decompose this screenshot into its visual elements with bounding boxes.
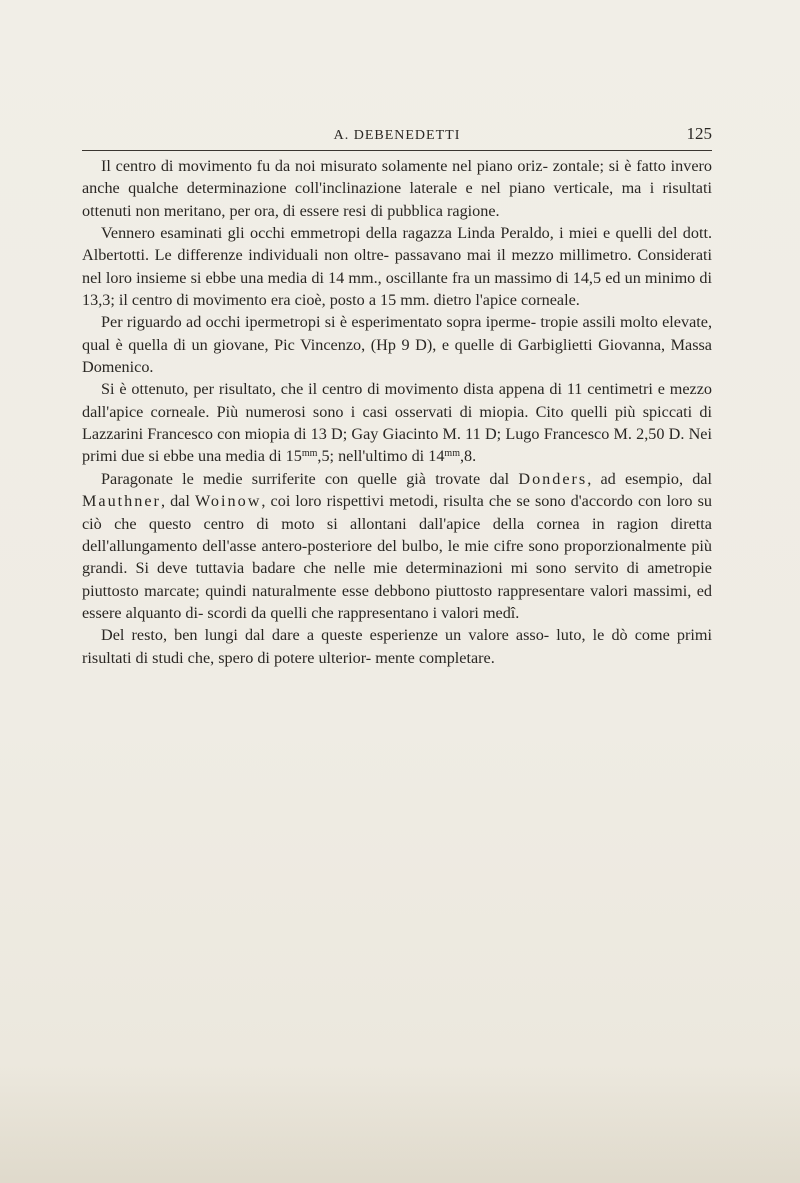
author-name-mauthner: Mauthner [82,492,161,511]
paragraph-1: Il centro di movimento fu da noi misurato solamente nel piano oriz- zontale; si è fatto invero anche qualche determinazione coll'inclinazione laterale e nel piano verticale, ma i risultati ottenuti non meritano, per ora, di essere resi di pubblica ragione. [82,157,712,220]
paragraph-4-text-a: Si è ottenuto, per risultato, che il centro di movimento dista appena di 11 centimetri e mezzo dall'apice corneale. Più numerosi sono i casi osservati di miopia. Cito quelli più spiccati di Lazzarini Francesco con miopia di 13 D; Gay Giacinto M. 11 D; Lugo Francesco M. 2,50 D. Nei primi due si ebbe una media di 15 [82,380,712,466]
author-name-donders: Donders [518,469,588,488]
paper-stain [0,1063,800,1183]
paragraph-5 [82,468,712,624]
page-number: 125 [686,124,712,143]
running-head-author: A. DEBENEDETTI [333,128,461,143]
unit-superscript-mm: mm [301,448,318,460]
paragraph-5-text-d: , coi loro rispettivi metodi, risulta che se sono d'accordo con loro su ciò che questo centro di moto si allontani dall'apice della cornea in ragion diretta dell'allungamento dell'asse antero-posteriore del bulbo, le mie cifre sono proporzionalmente più grandi. Si deve tuttavia badare che nelle mie determinazioni mi sono servito di ametropie piuttosto marcate; quindi naturalmente esse debbono piuttosto rappresentare valori massimi, ed essere alquanto di- scordi da quelli che rappresentano i valori medî. [82,492,712,622]
paragraph-4-text-c: ,8. [459,447,477,466]
paragraph-4 [82,378,712,467]
paragraph-6: Del resto, ben lungi dal dare a queste esperienze un valore asso- luto, le dò come primi risultati di studi che, spero di potere ulterior- mente completare. [82,626,712,667]
header-rule [82,150,712,151]
paragraph-5-text-b: , ad esempio, dal [587,469,712,488]
unit-superscript-mm-2: mm [444,448,460,460]
paragraph-5-text-c: , dal [160,492,195,511]
body-text [82,155,712,669]
running-head [82,124,712,148]
paragraph-3: Per riguardo ad occhi ipermetropi si è esperimentato sopra iperme- tropie assili molto elevate, qual è quella di un giovane, Pic Vincenzo, (Hp 9 D), e quelle di Garbiglietti Giovanna, Massa Domenico. [82,313,712,377]
paragraph-4-text-b: ,5; nell'ultimo di 14 [317,447,445,466]
paragraph-5-text-a: Paragonate le medie surriferite con quelle già trovate dal [101,469,519,488]
paragraph-2: Vennero esaminati gli occhi emmetropi della ragazza Linda Peraldo, i miei e quelli del dott. Albertotti. Le differenze individuali non oltre- passavano mai il mezzo millimetro. Considerati nel loro insieme si ebbe una media di 14 mm., oscillante fra un massimo di 14,5 ed un minimo di 13,3; il centro di movimento era cioè, posto a 15 mm. dietro l'apice corneale. [82,224,712,310]
author-name-woinow: Woinow [194,492,262,511]
